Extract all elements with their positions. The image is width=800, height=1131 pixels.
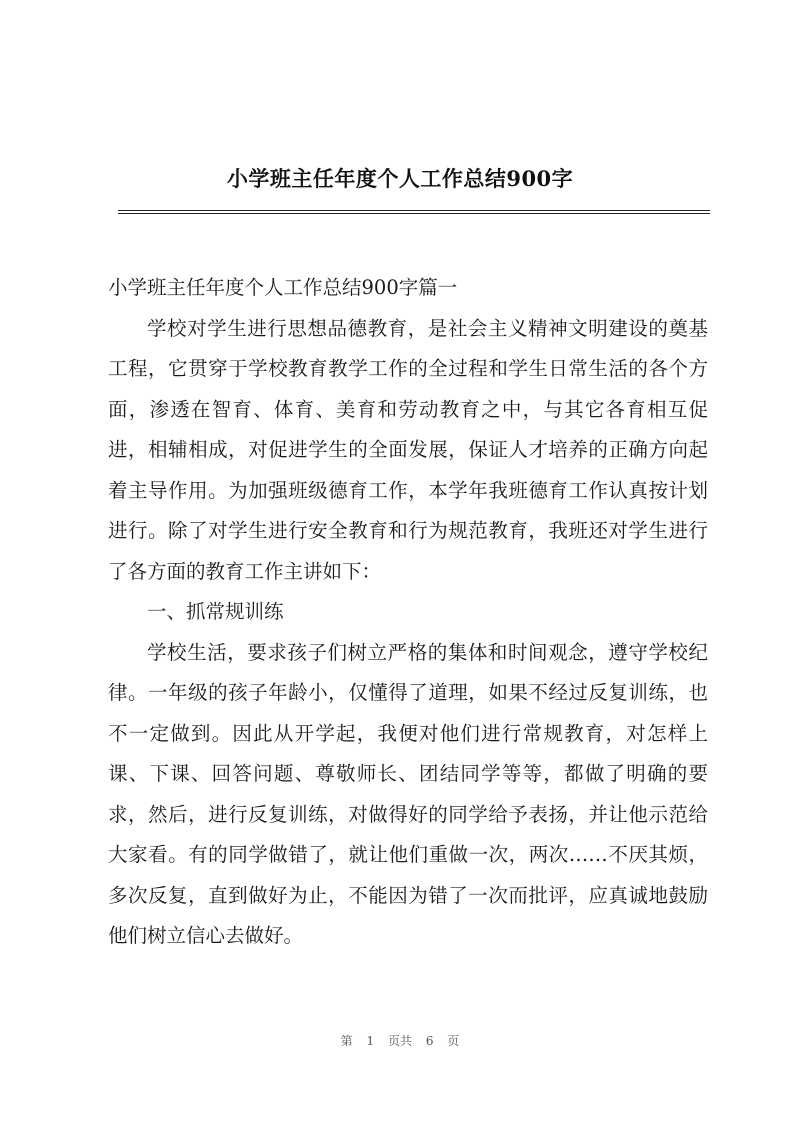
footer-total-pages: 6: [425, 1034, 434, 1048]
section-heading: 小学班主任年度个人工作总结900字篇一: [108, 276, 458, 299]
footer-suffix: 页: [447, 1034, 460, 1048]
footer-middle: 页共: [387, 1034, 412, 1048]
paragraph-routine-training: 学校生活，要求孩子们树立严格的集体和时间观念，遵守学校纪律。一年级的孩子年龄小，仅懂得了道理，如果不经过反复训练，也不一定做到。因此从开学起，我便对他们进行常规教育，对怎样上课、下课、回答问题、尊敬师长、团结同学等等，都做了明确的要求，然后，进行反复训练，对做得好的同学给予表扬，并让他示范给大家看。有的同学做错了，就让他们重做一次，两次……不厌其烦，多次反复，直到做好为止，不能因为错了一次而批评，应真诚地鼓励他们树立信心去做好。: [108, 640, 708, 947]
footer-page-number: 1: [366, 1034, 375, 1048]
document-body: [108, 268, 708, 957]
title-divider: [118, 210, 710, 214]
footer-prefix: 第: [340, 1034, 353, 1048]
subheading-routine-training: 一、抓常规训练: [147, 600, 284, 623]
page-footer: [0, 1032, 800, 1049]
page-title: 小学班主任年度个人工作总结900字: [226, 166, 574, 191]
paragraph-intro: 学校对学生进行思想品德教育，是社会主义精神文明建设的奠基工程，它贯穿于学校教育教学工作的全过程和学生日常生活的各个方面，渗透在智育、体育、美育和劳动教育之中，与其它各育相互促进，相辅相成，对促进学生的全面发展，保证人才培养的正确方向起着主导作用。为加强班级德育工作，本学年我班德育工作认真按计划进行。除了对学生进行安全教育和行为规范教育，我班还对学生进行了各方面的教育工作主讲如下：: [108, 316, 708, 583]
